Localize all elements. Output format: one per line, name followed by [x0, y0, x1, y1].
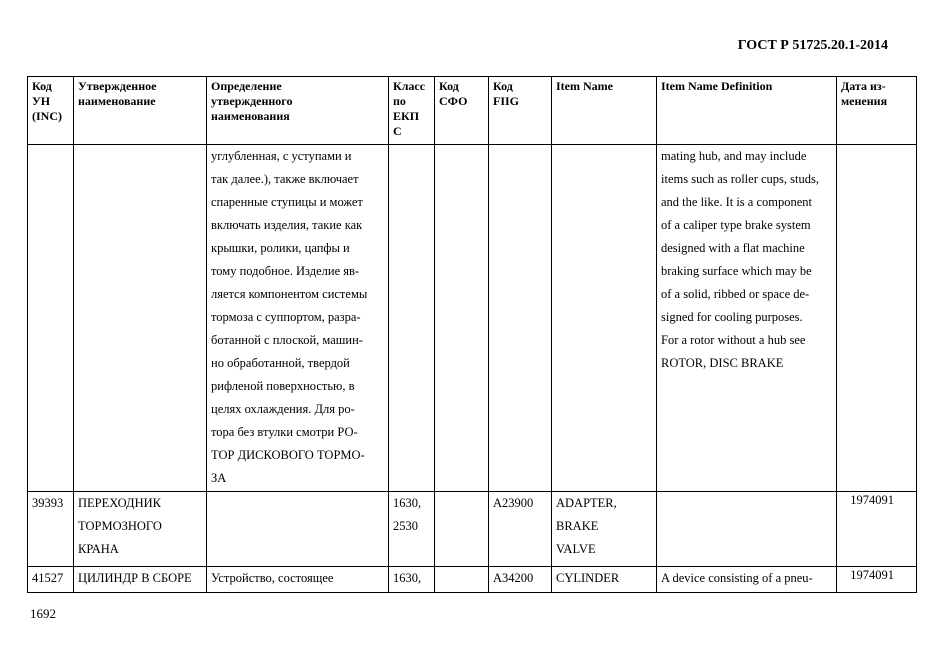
cell-approved-name: ПЕРЕХОДНИК ТОРМОЗНОГО КРАНА: [74, 492, 207, 567]
cell-fiig: A23900: [489, 492, 552, 567]
header-fiig: Код FIIG: [489, 77, 552, 145]
cell-date: [837, 145, 917, 492]
cell-item-name: [552, 145, 657, 492]
cell-fiig: [489, 145, 552, 492]
table-row: [28, 492, 917, 567]
cell-date: 1974091: [837, 567, 917, 593]
cell-item-definition: [657, 492, 837, 567]
cell-class: 1630,: [389, 567, 435, 593]
header-class: Класс по ЕКП С: [389, 77, 435, 145]
header-item-definition: Item Name Definition: [657, 77, 837, 145]
cell-approved-name: [74, 145, 207, 492]
cell-approved-name: ЦИЛИНДР В СБОРЕ: [74, 567, 207, 593]
cell-item-definition: mating hub, and may include items such as roller cups, studs, and the like. It is a component of a caliper type brake system designed with a flat machine braking surface which may be of a solid, ribbed or space de- signed for cooling purposes. For a rotor without a hub see ROTOR, DISC BRAKE: [657, 145, 837, 492]
cell-sfo: [435, 145, 489, 492]
header-inc: Код УН (INC): [28, 77, 74, 145]
cell-date: 1974091: [837, 492, 917, 567]
table-row-continuation: [28, 145, 917, 492]
cell-sfo: [435, 492, 489, 567]
cell-class: 1630, 2530: [389, 492, 435, 567]
cell-class: [389, 145, 435, 492]
cell-inc: 39393: [28, 492, 74, 567]
cell-definition-ru: углубленная, с уступами и так далее.), также включает спаренные ступицы и может включать изделия, такие как крышки, ролики, цапфы и тому подобное. Изделие яв- ляется компонентом системы тормоза с суппортом, разра- ботанной с плоской, машин- но обработанной, твердой рифленой поверхностью, в целях охлаждения. Для ро- тора без втулки смотри РО- ТОР ДИСКОВОГО ТОРМО- ЗА: [207, 145, 389, 492]
table-row: [28, 567, 917, 593]
header-date: Дата из- менения: [837, 77, 917, 145]
table-header-row: [28, 77, 917, 145]
cell-inc: [28, 145, 74, 492]
document-header: ГОСТ Р 51725.20.1-2014: [737, 38, 888, 53]
cell-item-name: ADAPTER, BRAKE VALVE: [552, 492, 657, 567]
cell-item-name: CYLINDER: [552, 567, 657, 593]
cell-definition-ru: [207, 492, 389, 567]
cell-sfo: [435, 567, 489, 593]
page-number: 1692: [30, 606, 56, 621]
cell-item-definition: A device consisting of a pneu-: [657, 567, 837, 593]
header-approved-name: Утвержденное наименование: [74, 77, 207, 145]
cell-fiig: A34200: [489, 567, 552, 593]
cell-inc: 41527: [28, 567, 74, 593]
cell-definition-ru: Устройство, состоящее: [207, 567, 389, 593]
header-sfo: Код СФО: [435, 77, 489, 145]
gost-table: [27, 76, 917, 593]
header-item-name: Item Name: [552, 77, 657, 145]
header-definition: Определение утвержденного наименования: [207, 77, 389, 145]
